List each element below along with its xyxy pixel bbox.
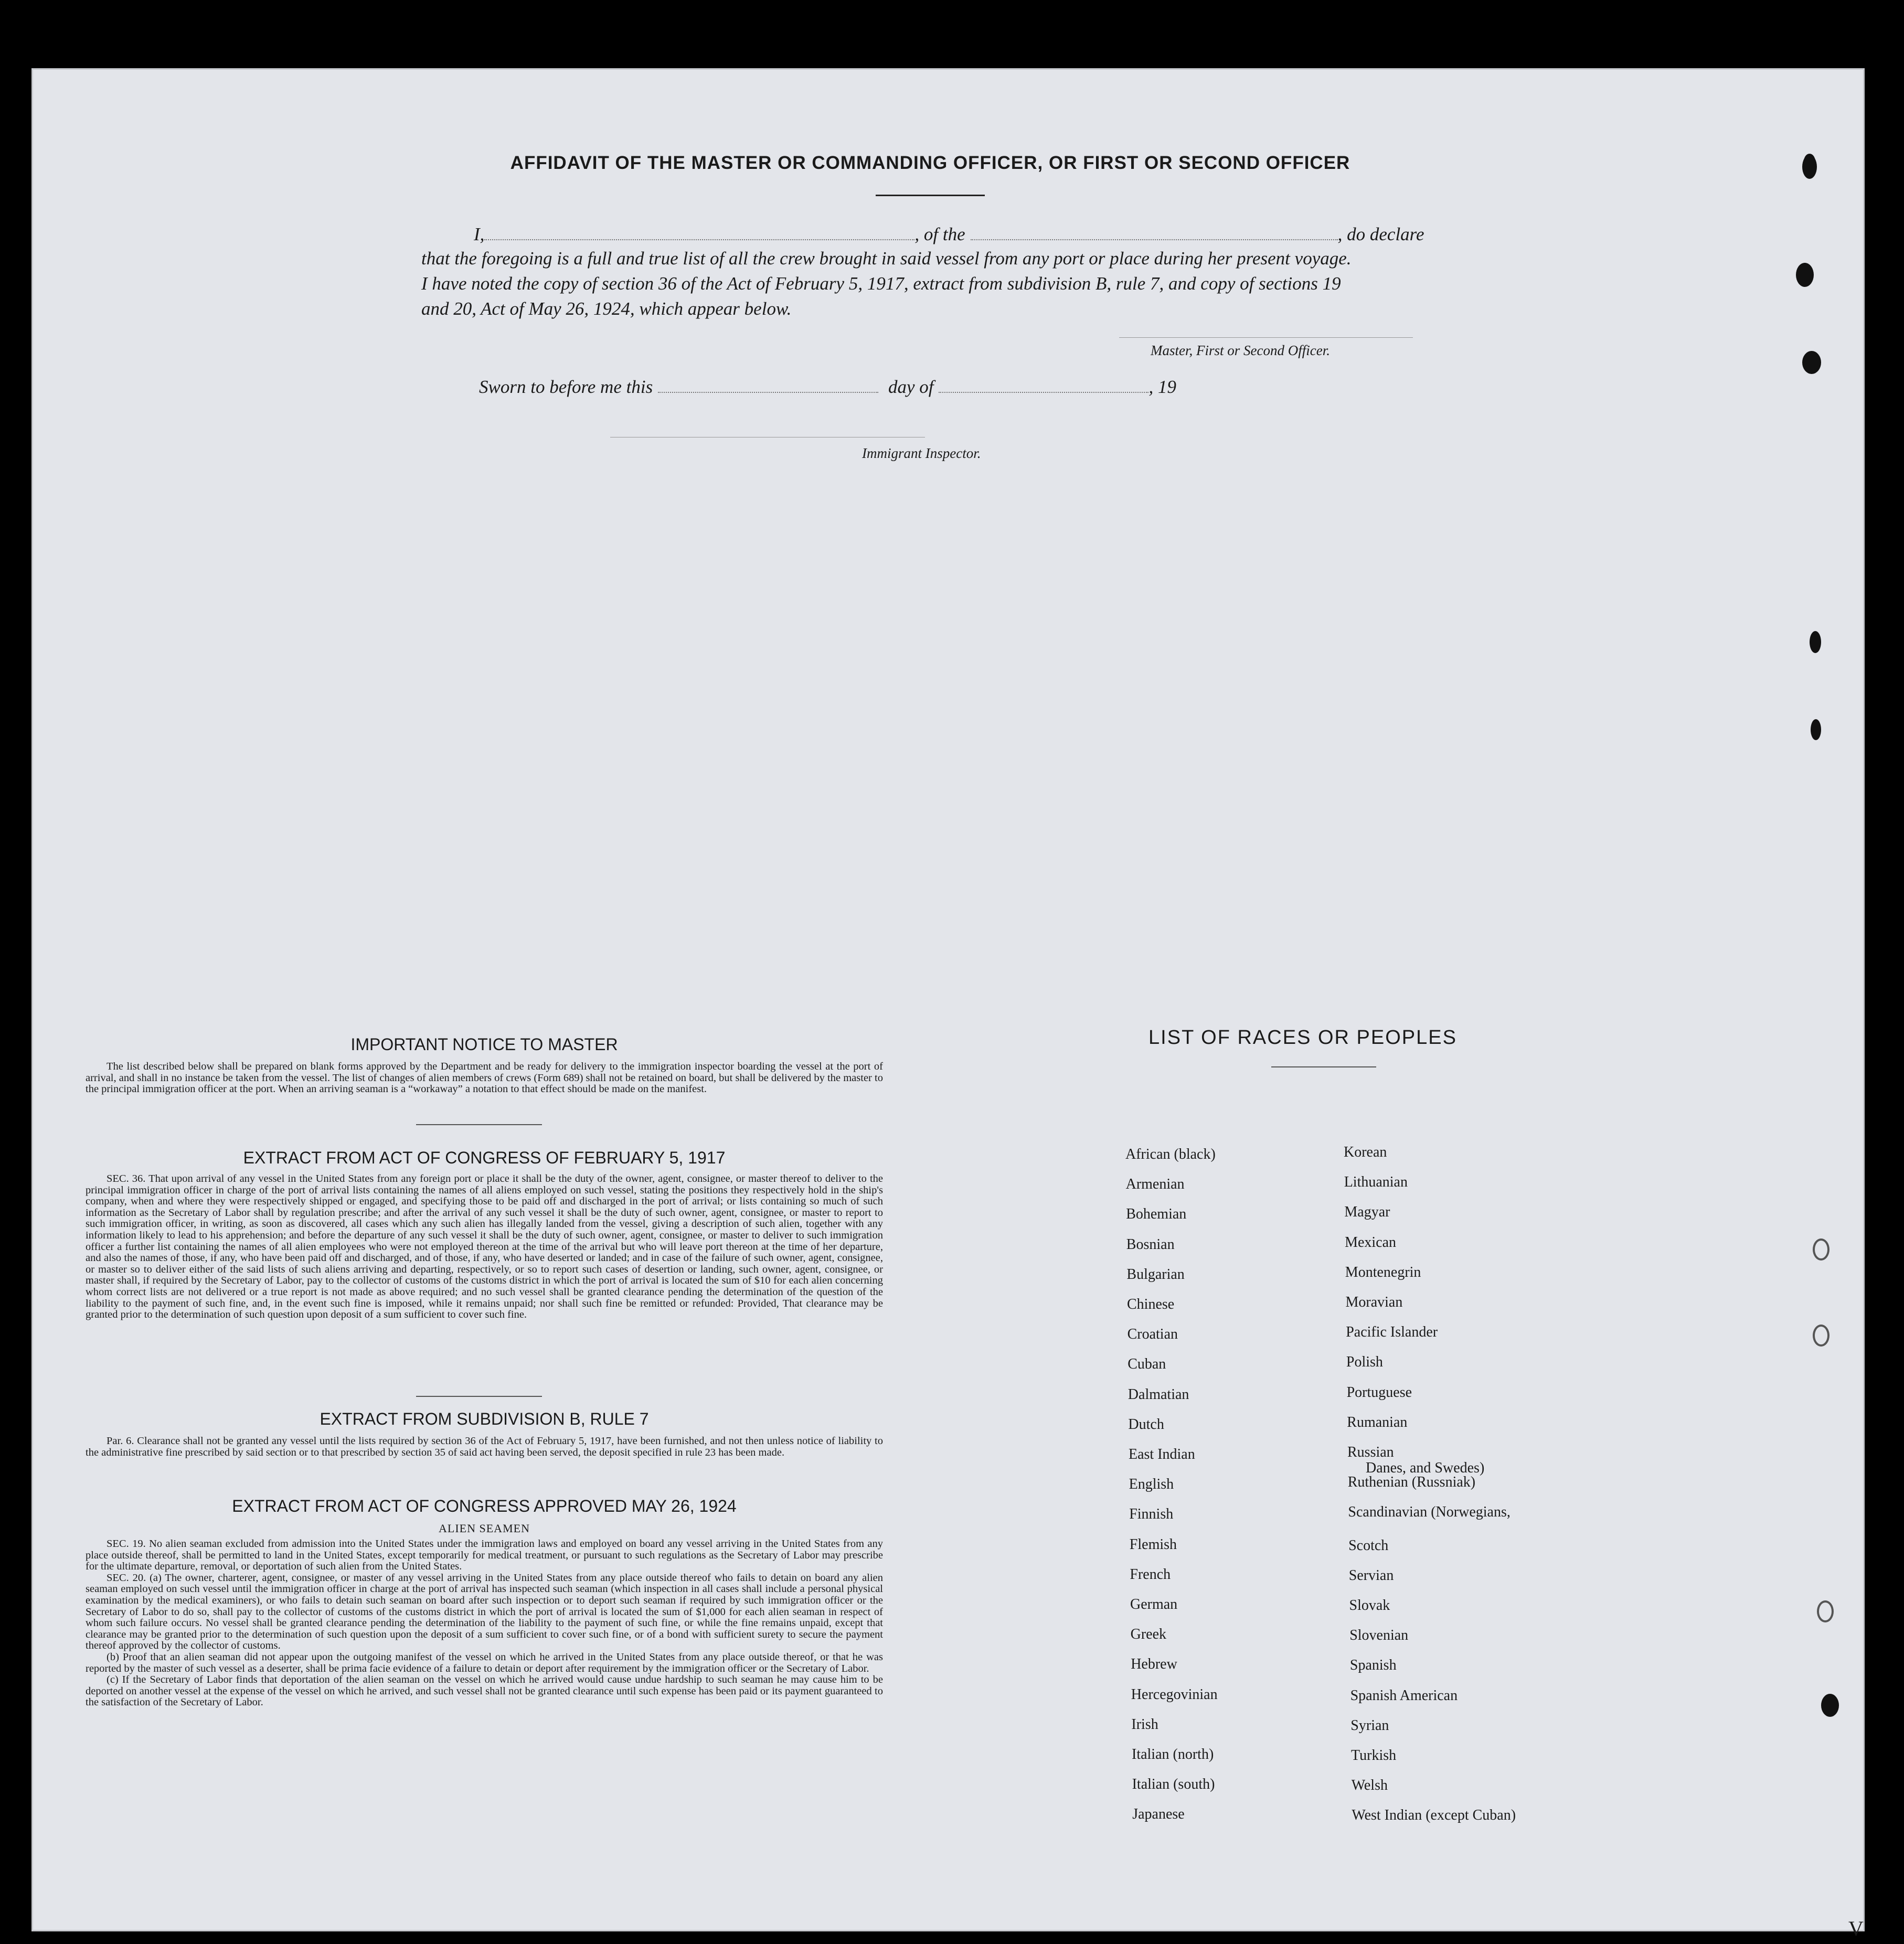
races-title: LIST OF RACES OR PEOPLES	[1148, 1027, 1457, 1049]
binder-hole	[1796, 263, 1814, 287]
race-item: Flemish	[1129, 1536, 1177, 1553]
race-item: East Indian	[1129, 1446, 1195, 1462]
rule7-title: EXTRACT FROM SUBDIVISION B, RULE 7	[320, 1409, 649, 1428]
sworn-month-field[interactable]	[939, 378, 1148, 393]
race-item: Rumanian	[1347, 1414, 1408, 1430]
race-item: Irish	[1131, 1716, 1158, 1733]
affidavit-line-4: and 20, Act of May 26, 1924, which appear below.	[421, 298, 792, 319]
binder-hole	[1810, 631, 1821, 653]
race-item: Magyar	[1344, 1204, 1390, 1221]
affidavit-title-rule	[876, 195, 985, 196]
rule7-body	[86, 1436, 883, 1458]
sec-20b-paragraph: (b) Proof that an alien seaman did not appear upon the outgoing manifest of the vessel on which he arrived in the United States from any place outside thereof, or that he was reported by the master of such vessel as a deserter, shall be prima facie evidence of a failure to detain or deport after requirement by the immigration officer or the Secretary of Labor.	[86, 1651, 883, 1674]
binder-hole-ring	[1817, 1600, 1834, 1622]
sec-20c-paragraph: (c) If the Secretary of Labor finds that deportation of the alien seaman on the vessel on which he arrived would cause undue hardship to such seaman he may cause him to be deported on another vessel at the expense of the vessel on which he arrived, and such vessel shall not be granted clearance until such expense has been paid or its payment guaranteed to the satisfaction of the Secretary of Labor.	[86, 1674, 883, 1708]
extract-1917-title: EXTRACT FROM ACT OF CONGRESS OF FEBRUARY 5, 1917	[243, 1148, 726, 1167]
sworn-day-field[interactable]	[658, 378, 878, 393]
race-item: Korean	[1344, 1144, 1387, 1160]
vessel-name-field[interactable]	[971, 226, 1338, 240]
race-item: Cuban	[1127, 1356, 1166, 1373]
race-item: Hebrew	[1131, 1656, 1177, 1673]
race-item: Slovenian	[1349, 1627, 1409, 1644]
extract-1924-body	[86, 1539, 883, 1708]
notice-divider	[416, 1124, 542, 1125]
affidavit-title: AFFIDAVIT OF THE MASTER OR COMMANDING OFFICER, OR FIRST OR SECOND OFFICER	[510, 153, 1350, 173]
race-item: Portuguese	[1346, 1384, 1412, 1401]
binder-hole	[1811, 719, 1821, 740]
affidavit-of-the-label: , of the	[914, 224, 965, 244]
extract-1917-body	[86, 1173, 883, 1321]
race-item: Italian (north)	[1132, 1746, 1214, 1763]
notice-title: IMPORTANT NOTICE TO MASTER	[350, 1035, 618, 1054]
affidavit-line-3: I have noted the copy of section 36 of the Act of February 5, 1917, extract from subdivision B, rule 7, and copy of sections 19	[421, 273, 1341, 294]
par-6-paragraph: Par. 6. Clearance shall not be granted any vessel until the lists required by section 36 of the Act of February 5, 1917, have been furnished, and not then unless notice of liability to the administrative fine prescribed by said section or to that prescribed by section 35 of said act having been served, the deposit specified in rule 23 has been made.	[86, 1435, 883, 1458]
extract-1917-divider	[416, 1396, 542, 1397]
race-item: African (black)	[1125, 1146, 1216, 1162]
race-item: Bulgarian	[1126, 1266, 1185, 1283]
race-item: Spanish American	[1350, 1687, 1458, 1704]
inspector-caption: Immigrant Inspector.	[862, 445, 981, 461]
affidavit-line-1	[474, 224, 1424, 245]
race-item: Dutch	[1128, 1416, 1164, 1433]
affidavit-i-label: I,	[474, 224, 485, 244]
corner-mark: V	[1848, 1917, 1864, 1940]
day-of-label: day of	[888, 377, 934, 397]
race-item: Welsh	[1351, 1777, 1388, 1794]
race-item-continuation: Danes, and Swedes)	[1366, 1460, 1485, 1476]
document-page	[31, 68, 1865, 1940]
sworn-label: Sworn to before me this	[479, 377, 653, 397]
year-prefix-label: , 19	[1148, 377, 1176, 397]
affidavit-declare-label: , do declare	[1337, 224, 1424, 244]
race-item: Bohemian	[1126, 1206, 1187, 1223]
binder-hole-ring	[1813, 1325, 1829, 1347]
race-item: English	[1129, 1476, 1174, 1493]
signature-caption: Master, First or Second Officer.	[1151, 343, 1330, 358]
binder-hole-ring	[1813, 1238, 1829, 1261]
race-item: Pacific Islander	[1346, 1324, 1438, 1341]
race-item: Turkish	[1351, 1747, 1397, 1764]
race-item: Armenian	[1125, 1176, 1185, 1193]
race-item: Italian (south)	[1132, 1776, 1215, 1793]
race-item: Scandinavian (Norwegians,	[1348, 1504, 1511, 1521]
race-item: German	[1130, 1596, 1178, 1612]
sworn-line	[479, 377, 1176, 398]
race-item: Hercegovinian	[1131, 1686, 1218, 1703]
race-item: Greek	[1130, 1626, 1166, 1643]
races-title-rule	[1271, 1066, 1376, 1067]
race-item: Japanese	[1132, 1806, 1185, 1823]
race-item: Slovak	[1349, 1597, 1390, 1614]
race-item: Syrian	[1350, 1717, 1389, 1734]
race-item: Polish	[1346, 1354, 1383, 1371]
race-item: Ruthenian (Russniak)	[1347, 1474, 1476, 1491]
race-item: Mexican	[1345, 1234, 1397, 1251]
race-item: Scotch	[1348, 1537, 1389, 1554]
alien-seamen-subtitle: ALIEN SEAMEN	[439, 1522, 530, 1535]
sec-19-paragraph: SEC. 19. No alien seaman excluded from admission into the United States under the immigration laws and employed on board any vessel arriving in the United States from any place outside thereof, shall be permitted to land in the United States, except temporarily for medical treatment, or pursuant to such regulations as the Secretary of Labor may prescribe for the ultimate departure, removal, or deportation of such alien from the United States.	[86, 1538, 883, 1573]
race-item: West Indian (except Cuban)	[1352, 1807, 1516, 1824]
binder-hole	[1802, 351, 1821, 374]
race-item: Bosnian	[1126, 1236, 1175, 1253]
sec-36-paragraph: SEC. 36. That upon arrival of any vessel in the United States from any foreign port or place it shall be the duty of the owner, agent, consignee, or master thereof to deliver to the principal immigration officer in charge of the port of arrival lists containing the names of all aliens employed on such vessel, stating the positions they respectively hold in the ship's company, when and where they were respectively shipped or engaged, and specifying those to be paid off and discharged in the port of arrival; or lists containing so much of such information as the Secretary of Labor shall by regulation prescribe; and after the arrival of any such vessel it shall be the duty of such owner, agent, consignee, or master to report to such immigration officer, in writing, as soon as discovered, all cases which any such alien has illegally landed from the vessel, giving a description of such alien, together with any information likely to lead to his apprehension; and before the departure of any such vessel it shall be the duty of such owner, agent, consignee, or master to deliver to such immigration officer a further list containing the names of all alien employees who were not employed thereon at the time of the arrival but who will leave port thereon at the time of her departure, and also the names of those, if any, who have been paid off and discharged, and of those, if any, who have deserted or landed; and in case of the failure of such owner, agent, consignee, or master so to deliver either of the said lists of such aliens arriving and departing, respectively, or so to report such cases of desertion or landing, such owner, agent, consignee, or master shall, if required by the Secretary of Labor, pay to the collector of customs of the customs district in which the port of arrival is located the sum of $10 for each alien concerning whom correct lists are not delivered or a true report is not made as above required; and no such vessel shall be granted clearance pending the determination of the question of the liability to the payment of such fine, and, in the event such fine is imposed, while it remains unpaid; nor shall such fine be remitted or refunded: Provided, That clearance may be granted prior to the determination of such question upon deposit of a sum sufficient to cover such fine.	[86, 1173, 883, 1321]
binder-hole	[1821, 1694, 1839, 1717]
extract-1924-title: EXTRACT FROM ACT OF CONGRESS APPROVED MAY 26, 1924	[232, 1497, 737, 1515]
master-name-field[interactable]	[484, 226, 914, 240]
notice-body	[86, 1061, 883, 1095]
race-item: Moravian	[1345, 1294, 1403, 1310]
signature-line	[1119, 337, 1413, 338]
race-item: French	[1130, 1566, 1171, 1583]
race-item: Lithuanian	[1344, 1174, 1408, 1191]
race-item: Servian	[1348, 1567, 1394, 1584]
race-item: Dalmatian	[1127, 1386, 1189, 1403]
race-item: Spanish	[1349, 1657, 1397, 1674]
race-item: Finnish	[1129, 1506, 1174, 1523]
race-item: Russian	[1347, 1444, 1394, 1460]
notice-paragraph: The list described below shall be prepared on blank forms approved by the Department and be ready for delivery to the immigration inspector boarding the vessel at the port of arrival, and shall in no instance be taken from the vessel. The list of changes of alien members of crews (Form 689) shall not be retained on board, but shall be delivered by the master to the principal immigration officer at the port. When an arriving seaman is a “workaway” a notation to that effect should be made on the manifest.	[86, 1061, 883, 1095]
race-item: Montenegrin	[1345, 1264, 1421, 1280]
race-item: Chinese	[1127, 1296, 1175, 1312]
affidavit-line-2: that the foregoing is a full and true list of all the crew brought in said vessel from any port or place during her present voyage.	[421, 248, 1352, 269]
race-item: Croatian	[1127, 1326, 1178, 1343]
sec-20a-paragraph: SEC. 20. (a) The owner, charterer, agent, consignee, or master of any vessel arriving in the United States from any place outside thereof who fails to detain on board any alien seaman employed on such vessel until the immigration officer in charge at the port of arrival has inspected such seaman (which inspection in all cases shall include a personal physical examination by the medical examiners), or who fails to detain such seaman on board after such inspection or to deport such seaman if required by such immigration officer or the Secretary of Labor to do so, shall pay to the collector of customs of the customs district in which the port of arrival is located the sum of $1,000 for each alien seaman in respect of whom such failure occurs. No vessel shall be granted clearance pending the determination of the liability to the payment of such fine, or while the fine remains unpaid, except that clearance may be granted prior to the determination of such question upon the deposit of a sum sufficient to cover such fine, or of a bond with sufficient surety to secure the payment thereof approved by the collector of customs.	[86, 1572, 883, 1652]
